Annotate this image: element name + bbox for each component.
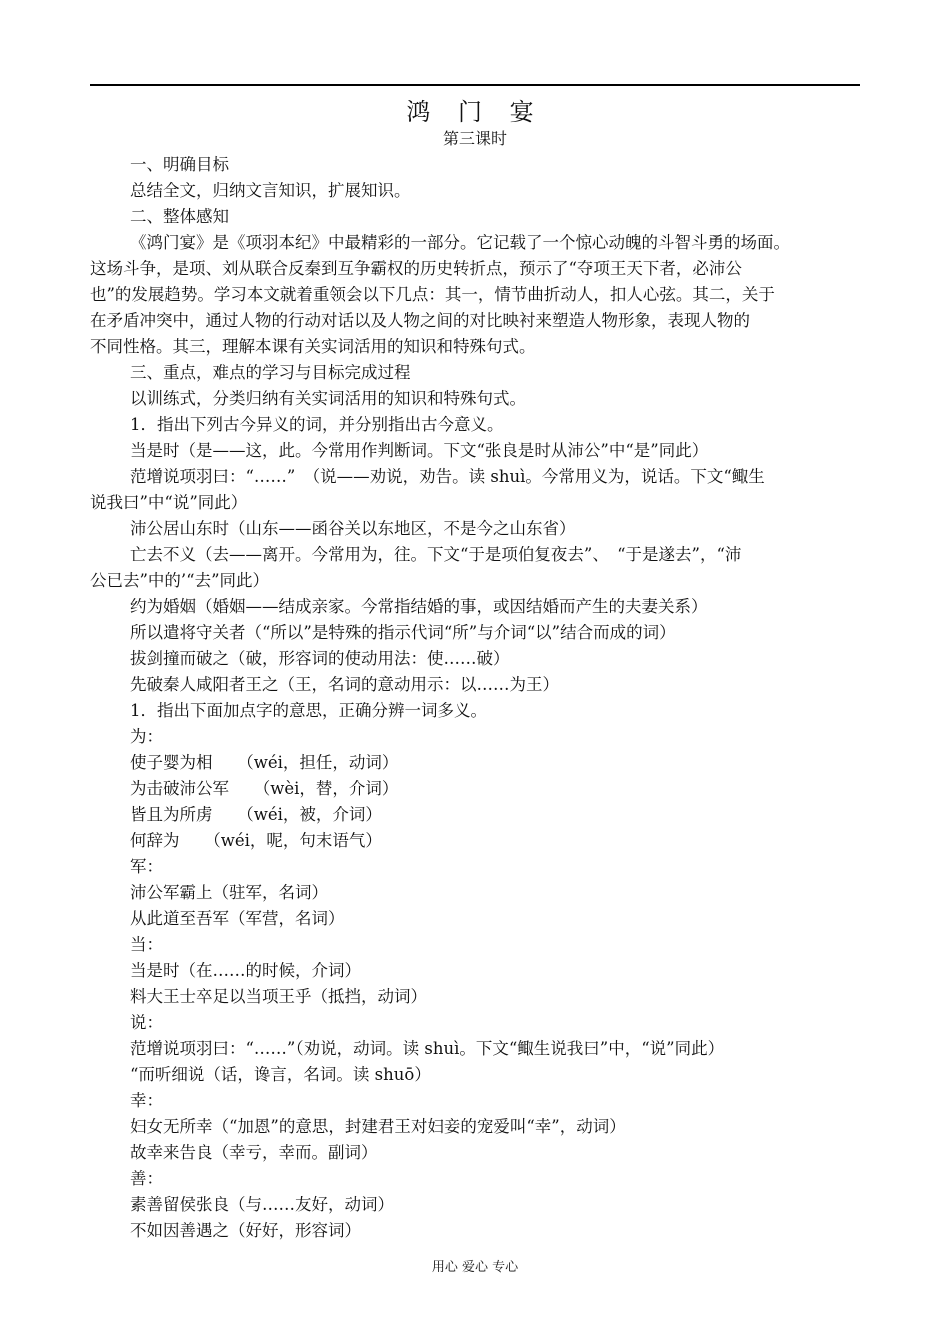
text-line: 二、整体感知 bbox=[130, 207, 229, 226]
text-line: 在矛盾冲突中，通过人物的行动对话以及人物之间的对比映衬来塑造人物形象，表现人物的 bbox=[90, 311, 750, 330]
text-line: 为击破沛公军 （wèi，替，介词） bbox=[130, 779, 399, 798]
text-line: 沛公军霸上（驻军，名词） bbox=[130, 883, 328, 902]
text-line: 1．指出下面加点字的意思，正确分辨一词多义。 bbox=[130, 701, 487, 720]
text-line: 素善留侯张良（与……友好，动词） bbox=[130, 1195, 394, 1214]
text-line: 这场斗争，是项、刘从联合反秦到互争霸权的历史转折点，预示了“夺项王天下者，必沛公 bbox=[90, 259, 742, 278]
text-line: 以训练式，分类归纳有关实词活用的知识和特殊句式。 bbox=[130, 389, 526, 408]
text-line: 《鸿门宴》是《项羽本纪》中最精彩的一部分。它记载了一个惊心动魄的斗智斗勇的场面。 bbox=[130, 233, 790, 252]
text-line: 说我曰”中“说”同此） bbox=[90, 493, 248, 512]
text-line: 不同性格。其三，理解本课有关实词活用的知识和特殊句式。 bbox=[90, 337, 536, 356]
text-line: 当是时（在……的时候，介词） bbox=[130, 961, 361, 980]
text-line: 当是时（是——这，此。今常用作判断词。下文“张良是时从沛公”中“是”同此） bbox=[130, 441, 709, 460]
page-subtitle: 第三课时 bbox=[442, 129, 507, 148]
text-line: 范增说项羽曰：“……” （说——劝说，劝告。读 shuì。今常用义为，说话。下文“鲰生 bbox=[130, 467, 765, 486]
text-line: 公已去”中的’“去”同此） bbox=[90, 571, 270, 590]
text-line: 故幸来告良（幸亏，幸而。副词） bbox=[130, 1143, 378, 1162]
text-line: 拔剑撞而破之（破，形容词的使动用法：使……破） bbox=[130, 649, 510, 668]
text-line: 三、重点，难点的学习与目标完成过程 bbox=[130, 363, 411, 382]
page-title: 鸿 门 宴 bbox=[406, 98, 544, 126]
text-line: “而听细说（话，谗言，名词。读 shuō） bbox=[130, 1065, 431, 1084]
text-line: 从此道至吾军（军营，名词） bbox=[130, 909, 345, 928]
text-line: 约为婚姻（婚姻——结成亲家。今常指结婚的事，或因结婚而产生的夫妻关系） bbox=[130, 597, 708, 616]
text-line: 善： bbox=[130, 1169, 163, 1188]
header-rule bbox=[90, 84, 860, 86]
text-line: 说： bbox=[130, 1013, 163, 1032]
page-footer: 用心 爱心 专心 bbox=[431, 1260, 519, 1275]
text-line: 幸： bbox=[130, 1091, 163, 1110]
text-line: 使子婴为相 （wéi，担任，动词） bbox=[130, 753, 399, 772]
text-line: 皆且为所虏 （wéi，被，介词） bbox=[130, 805, 382, 824]
text-line: 一、明确目标 bbox=[130, 155, 229, 174]
document-body bbox=[90, 152, 860, 1244]
text-line: 不如因善遇之（好好，形容词） bbox=[130, 1221, 361, 1240]
text-line: 1．指出下列古今异义的词，并分别指出古今意义。 bbox=[130, 415, 504, 434]
text-line: 所以遣将守关者（“所以”是特殊的指示代词“所”与介词“以”结合而成的词） bbox=[130, 623, 676, 642]
text-line: 范增说项羽曰：“……”（劝说，动词。读 shuì。下文“鲰生说我曰”中，“说”同此） bbox=[130, 1039, 725, 1058]
text-line: 亡去不义（去——离开。今常用为，往。下文“于是项伯复夜去”、 “于是遂去”，“沛 bbox=[130, 545, 742, 564]
text-line: 为： bbox=[130, 727, 163, 746]
text-line: 沛公居山东时（山东——函谷关以东地区，不是今之山东省） bbox=[130, 519, 576, 538]
text-line: 先破秦人咸阳者王之（王，名词的意动用示：以……为王） bbox=[130, 675, 559, 694]
text-line: 当： bbox=[130, 935, 163, 954]
text-line: 何辞为 （wéi，呢，句末语气） bbox=[130, 831, 382, 850]
text-line: 军： bbox=[130, 857, 163, 876]
text-line: 料大王士卒足以当项王乎（抵挡，动词） bbox=[130, 987, 427, 1006]
text-line: 也”的发展趋势。学习本文就着重领会以下几点：其一，情节曲折动人，扣人心弦。其二，关于 bbox=[90, 285, 775, 304]
text-line: 妇女无所幸（“加恩”的意思，封建君王对妇妾的宠爱叫“幸”，动词） bbox=[130, 1117, 626, 1136]
text-line: 总结全文，归纳文言知识，扩展知识。 bbox=[130, 181, 411, 200]
